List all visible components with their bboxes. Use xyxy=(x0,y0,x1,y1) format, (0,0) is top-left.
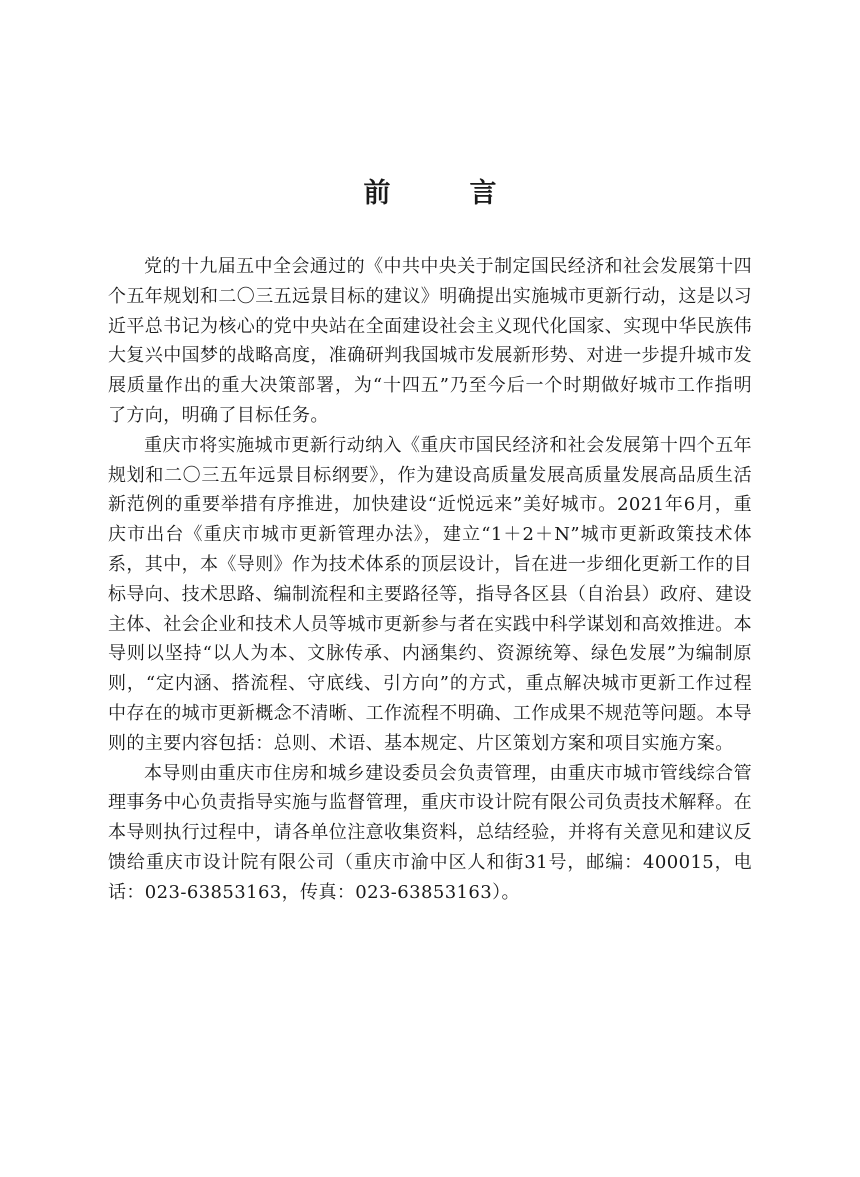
body-text xyxy=(108,252,752,908)
paragraph-3: 本导则由重庆市住房和城乡建设委员会负责管理，由重庆市城市管线综合管理事务中心负责指导实施与监督管理，重庆市设计院有限公司负责技术解释。在本导则执行过程中，请各单位注意收集资料，总结经验，并将有关意见和建议反馈给重庆市设计院有限公司（重庆市渝中区人和街31号，邮编：400015，电话：023-63853163，传真：023-63853163）。 xyxy=(108,762,752,903)
paragraph-2: 重庆市将实施城市更新行动纳入《重庆市国民经济和社会发展第十四个五年规划和二〇三五年远景目标纲要》，作为建设高质量发展高质量发展高品质生活新范例的重要举措有序推进，加快建设“近悦远来”美好城市。2021年6月，重庆市出台《重庆市城市更新管理办法》，建立“1＋2＋N”城市更新政策技术体系，其中，本《导则》作为技术体系的顶层设计，旨在进一步细化更新工作的目标导向、技术思路、编制流程和主要路径等，指导各区县（自治县）政府、建设主体、社会企业和技术人员等城市更新参与者在实践中科学谋划和高效推进。本导则以坚持“以人为本、文脉传承、内涵集约、资源统筹、绿色发展”为编制原则，“定内涵、搭流程、守底线、引方向”的方式，重点解决城市更新工作过程中存在的城市更新概念不清晰、工作流程不明确、工作成果不规范等问题。本导则的主要内容包括：总则、术语、基本规定、片区策划方案和项目实施方案。 xyxy=(108,434,752,754)
page-title: 前 言 xyxy=(363,178,523,209)
paragraph-1: 党的十九届五中全会通过的《中共中央关于制定国民经济和社会发展第十四个五年规划和二〇三五远景目标的建议》明确提出实施城市更新行动，这是以习近平总书记为核心的党中央站在全面建设社会主义现代化国家、实现中华民族伟大复兴中国梦的战略高度，准确研判我国城市发展新形势、对进一步提升城市发展质量作出的重大决策部署，为“十四五”乃至今后一个时期做好城市工作指明了方向，明确了目标任务。 xyxy=(108,256,752,426)
